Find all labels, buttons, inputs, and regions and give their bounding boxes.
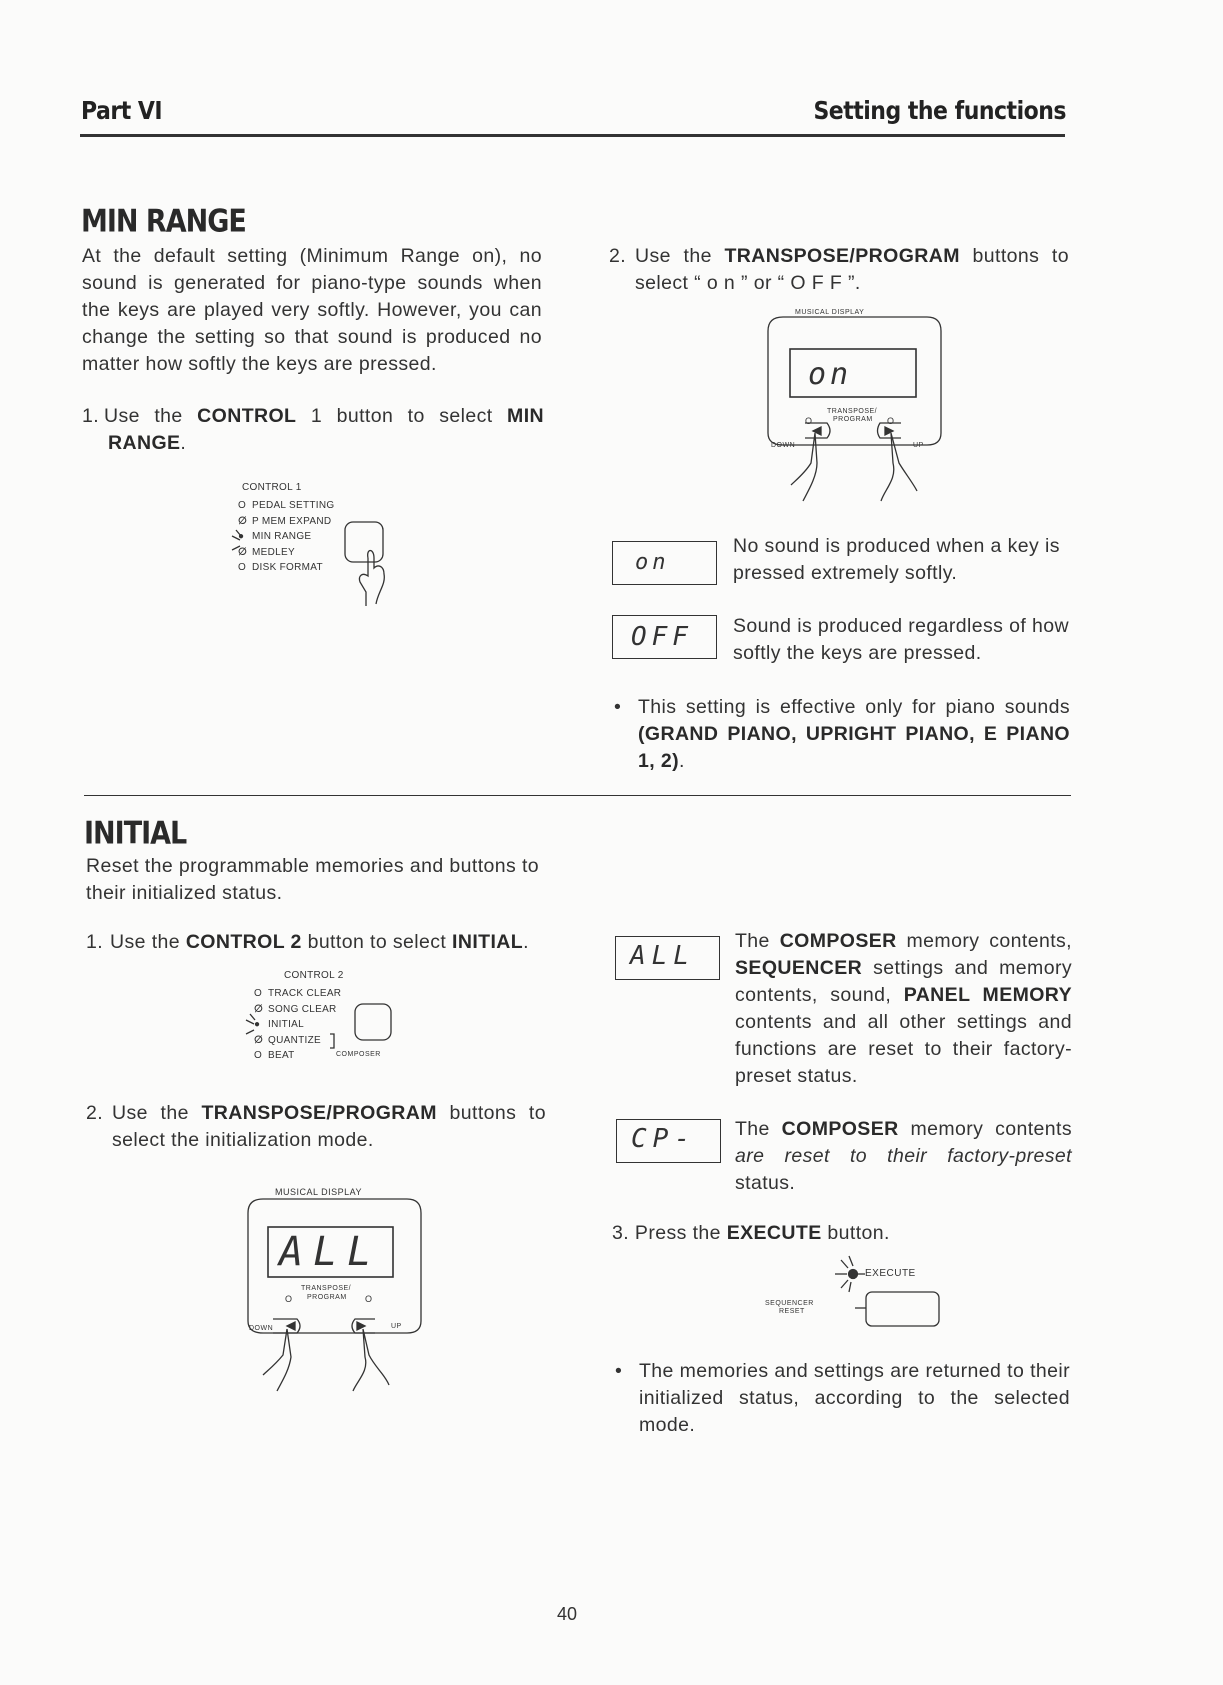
lcd-on-value: on <box>635 550 670 575</box>
control2-button-icon <box>242 980 412 1070</box>
display-program-label: PROGRAM <box>833 416 873 423</box>
control1-item: O DISK FORMAT <box>238 562 323 573</box>
control2-item: ● INITIAL <box>254 1019 304 1030</box>
initial-step1: 1. Use the CONTROL 2 button to select INITIAL. <box>86 931 529 953</box>
control1-title: CONTROL 1 <box>242 482 302 493</box>
control2-diagram <box>252 970 402 1070</box>
option-cp-desc: The COMPOSER memory contents are reset to their factory-preset status. <box>735 1118 1073 1194</box>
musical-display-diagram-2: MUSICAL DISPLAY ALL TRANSPOSE/ O PROGRAM O DOWN UP <box>245 1183 425 1383</box>
control2-item: O BEAT <box>254 1050 295 1061</box>
control1-item: ⵁ P MEM EXPAND <box>238 515 332 527</box>
initial-intro: Reset the programmable memories and buttons to their initialized status. <box>86 855 540 904</box>
display-label: MUSICAL DISPLAY <box>795 309 865 316</box>
display-transpose-label: TRANSPOSE/ <box>827 408 878 415</box>
display2-transpose-label: TRANSPOSE/ <box>301 1285 352 1292</box>
reset-label: RESET <box>779 1308 805 1315</box>
display-up-button: UP <box>913 442 924 449</box>
piano-note: • This setting is effective only for piano sounds (GRAND PIANO, UPRIGHT PIANO, E PIANO 1, 2). <box>638 694 1070 775</box>
display2-program-label: PROGRAM <box>307 1294 347 1301</box>
control1-button-hand-icon <box>228 492 418 617</box>
section-divider <box>84 795 1071 796</box>
lcd-all-box <box>615 936 720 980</box>
control2-item: ⵁ QUANTIZE <box>254 1034 321 1046</box>
control1-item: ● MIN RANGE <box>238 531 312 542</box>
display-lcd-value: on <box>808 357 853 392</box>
lcd-cp-box <box>616 1119 721 1163</box>
min-range-heading: MIN RANGE <box>81 204 246 240</box>
display2-label: MUSICAL DISPLAY <box>275 1187 363 1197</box>
lcd-off-value: OFF <box>631 622 693 652</box>
execute-button-icon <box>765 1252 945 1332</box>
control1-item: O PEDAL SETTING <box>238 500 335 511</box>
min-range-step1: 1. Use the CONTROL 1 button to select MIN RANGE. <box>82 405 544 454</box>
display2-down-button: DOWN <box>249 1325 274 1332</box>
display2-up-button: UP <box>391 1323 402 1330</box>
execute-diagram <box>765 1252 945 1332</box>
min-range-step2: 2. Use the TRANSPOSE/PROGRAM buttons to select “ o n ” or “ O F F ”. <box>609 245 1069 294</box>
page-number: 40 <box>557 1604 578 1624</box>
option-on-desc: No sound is produced when a key is pressed extremely softly. <box>733 535 1060 584</box>
control1-diagram <box>238 482 408 612</box>
min-range-intro: At the default setting (Minimum Range on), no sound is generated for piano-type sounds when the keys are played very softly. However, you can change the setting so that sound is produced no matter how softly the keys are pressed. <box>82 245 542 375</box>
header-rule <box>80 134 1065 137</box>
control2-item: O TRACK CLEAR <box>254 988 342 999</box>
execute-label: EXECUTE <box>865 1268 916 1279</box>
display-down-button: DOWN <box>771 442 796 449</box>
display2-lcd-value: ALL <box>279 1229 382 1275</box>
initial-step2: 2. Use the TRANSPOSE/PROGRAM buttons to select the initialization mode. <box>86 1102 546 1151</box>
option-off-desc: Sound is produced regardless of how softly the keys are pressed. <box>733 615 1069 664</box>
musical-display-diagram: MUSICAL DISPLAY on TRANSPOSE/ O PROGRAM O DOWN UP <box>765 305 945 505</box>
control2-item: ⵁ SONG CLEAR <box>254 1003 337 1015</box>
lcd-cp-value: CP- <box>631 1124 696 1154</box>
option-all-desc: The COMPOSER memory contents, SEQUENCER settings and memory contents, sound, PANEL MEMORY contents and all other settings and functions are reset to their factory-preset status. <box>735 930 1072 1087</box>
control2-title: CONTROL 2 <box>284 970 344 981</box>
lcd-on-box <box>612 541 717 585</box>
section-title: Setting the functions <box>813 97 1066 126</box>
initial-note: • The memories and settings are returned to their initialized status, according to the selected mode. <box>639 1358 1070 1439</box>
initial-step3: 3. Press the EXECUTE button. <box>612 1222 890 1244</box>
initial-heading: INITIAL <box>84 816 187 852</box>
lcd-off-box <box>612 615 717 659</box>
composer-label: COMPOSER <box>336 1051 381 1058</box>
control1-item: ⵁ MEDLEY <box>238 546 295 558</box>
lcd-all-value: ALL <box>630 941 695 971</box>
part-label: Part VI <box>81 97 163 126</box>
sequencer-label: SEQUENCER <box>765 1300 814 1307</box>
